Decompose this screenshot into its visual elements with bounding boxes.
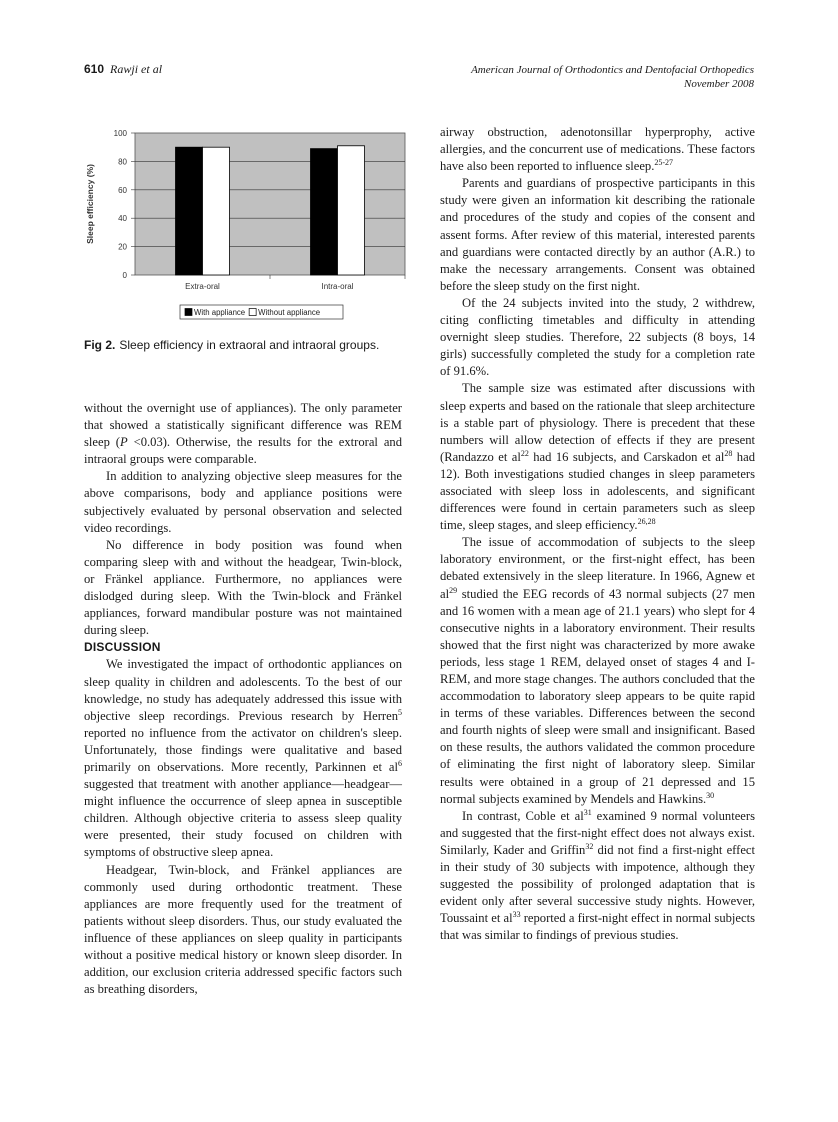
x-tick-label: Extra-oral [185,282,220,291]
figure-caption [84,338,414,352]
legend-label: Without appliance [258,308,321,317]
citation: 29 [449,585,458,595]
citation: 30 [706,790,715,800]
citation: 33 [512,910,521,920]
citation: 6 [398,758,402,768]
paragraph: No difference in body position was found when comparing sleep with and without the headgear, Twin-block, or Fränkel appliance. Furthermore, no appliances were dislodged during sleep. With the Twin-block and Fränkel appliances, forward mandibular posture was not maintained during sleep. [84,537,402,638]
legend-swatch [249,309,256,316]
paragraph: Headgear, Twin-block, and Fränkel appliances are commonly used during orthodontic treatment. These appliances are more frequently used for the treatment of patients without sleep disorders. Thus, our study evaluated the influence of these appliances on sleep quality in participants without a positive medical history or known sleep disorder. In addition, our exclusion criteria addressed specific factors such as breathing disorders, [84,862,402,997]
citation: 28 [724,448,733,458]
running-header-right [471,63,754,91]
figure-caption-text: Sleep efficiency in extraoral and intraoral groups. [119,338,380,352]
y-axis-label: Sleep efficiency (%) [85,164,95,244]
y-tick-label: 100 [113,129,127,138]
legend-swatch [185,309,192,316]
paragraph: without the overnight use of appliances). The only parameter that showed a statistically significant difference was REM sleep (P <0.03). Otherwise, the results for the extroral and intraoral groups were comparable. [84,401,402,467]
y-tick-label: 80 [118,157,127,167]
y-tick-label: 20 [118,242,127,252]
paragraph: The issue of accommodation of subjects to the sleep laboratory environment, or the first-night effect, has been debated extensively in the sleep literature. In 1966, Agnew et $al^{29}$ studied the EEG records of 43 normal subjects (27 men and 16 women with a mean age of 21.1 years) who slept for 4 consecutive nights in a laboratory environment. Their results showed that the first night was characterized by more awake periods, less stage 1 REM, delayed onset of stages 4 and I-REM, and more stage changes. The authors concluded that the accommodation to laboratory sleep appears to be quite rapid in terms of these variables. Differences between the second and fourth nights of sleep were small and insignificant. Based on these results, the authors validated the common procedure of eliminating the first night of laboratory sleep. Similar results were obtained in a group of 21 depressed and 15 normal subjects examined by Mendels and Hawkins.$^{30}$ [440,535,755,806]
paragraph: The sample size was estimated after discussions with sleep experts and based on the rationale that sleep architecture is a stable part of physiology. There is precedent that these numbers will allow detection of effects if they are present (Randazzo et $al^{22}$ had 16 subjects, and Carskadon et $al^{28}$ had 12). Both investigations studied changes in sleep parameters associated with sleep loss in adolescents, and significant differences were found in certain parameters such as sleep time, sleep stages, and sleep efficiency.$^{26,28}$ [440,381,755,533]
paragraph: In addition to analyzing objective sleep measures for the above comparisons, body and appliance positions were subjectively evaluated by personal observation and selected video recordings. [84,469,402,535]
right-column [440,124,755,945]
legend-label: With appliance [194,308,246,317]
y-tick-label: 40 [118,214,127,224]
bar-with-appliance [176,147,203,275]
paragraph: In contrast, Coble et $al^{31}$ examined 9 normal volunteers and suggested that the first-night effect does not always exist. Similarly, Kader and Griffin$^{32}$ did not find a first-night effect in their study of 30 subjects with impotence, although they suggested the possibility of prolonged adaptation that is evident only after several successive study nights. However, Toussaint et $al^{33}$ reported a first-night effect in normal subjects that was similar to findings of previous studies. [440,807,756,943]
bar-without-appliance [338,146,365,275]
citation: 22 [520,448,529,458]
citation: 5 [398,707,402,717]
running-authors: Rawji et al [110,62,163,76]
citation: 32 [585,841,594,851]
figure-label: Fig 2. [84,338,116,352]
journal-issue: November 2008 [684,78,754,90]
paragraph: Parents and guardians of prospective participants in this study were given an information kit describing the rationale and procedures of the study and copies of the consent and assent forms. After review of this material, interested parents and guardians were contacted directly by an author (A.R.) to make the necessary arrangements. Consent was obtained before the sleep study on the first night. [440,176,755,293]
running-header-left [84,62,162,77]
y-tick-label: 0 [122,271,127,280]
citation: 31 [583,807,592,817]
citation: 25-27 [654,158,674,168]
x-tick-label: Intra-oral [321,282,354,291]
paragraph: We investigated the impact of orthodontic appliances on sleep quality in children and adolescents. To the best of our knowledge, no study has adequately addressed this issue with objective sleep recordings. Previous research by Herren$^5$ reported no influence from the activator on children's sleep. Unfortunately, those findings were qualitative and based primarily on observations. More recently, Parkinnen et $al^6$ suggested that treatment with another appliance—headgear—might influence the occurrence of sleep apnea in susceptible children. Although objective criteria to assess sleep quality were presented, their study focused on children with symptoms of obstructive sleep apnea. [84,657,402,860]
page-number: 610 [84,62,105,76]
sleep-efficiency-chart [84,124,414,324]
section-heading-discussion: DISCUSSION [84,640,161,655]
paragraph: airway obstruction, adenotonsillar hyperprophy, active allergies, and the concurrent use of medications. These factors have also been reported to influence sleep.$^{25-27}$ [440,125,755,174]
paragraph: Of the 24 subjects invited into the study, 2 withdrew, citing conflicting timetables and difficulty in attending overnight sleep studies. Therefore, 22 subjects (8 boys, 14 girls) successfully completed the study for a completion rate of 91.6%. [440,295,755,379]
bar-without-appliance [203,147,230,275]
left-column [84,400,402,998]
citation: 26,28 [637,517,656,527]
journal-title: American Journal of Orthodontics and Dentofacial Orthopedics [471,64,754,76]
y-tick-label: 60 [118,185,127,195]
bar-with-appliance [311,149,338,275]
